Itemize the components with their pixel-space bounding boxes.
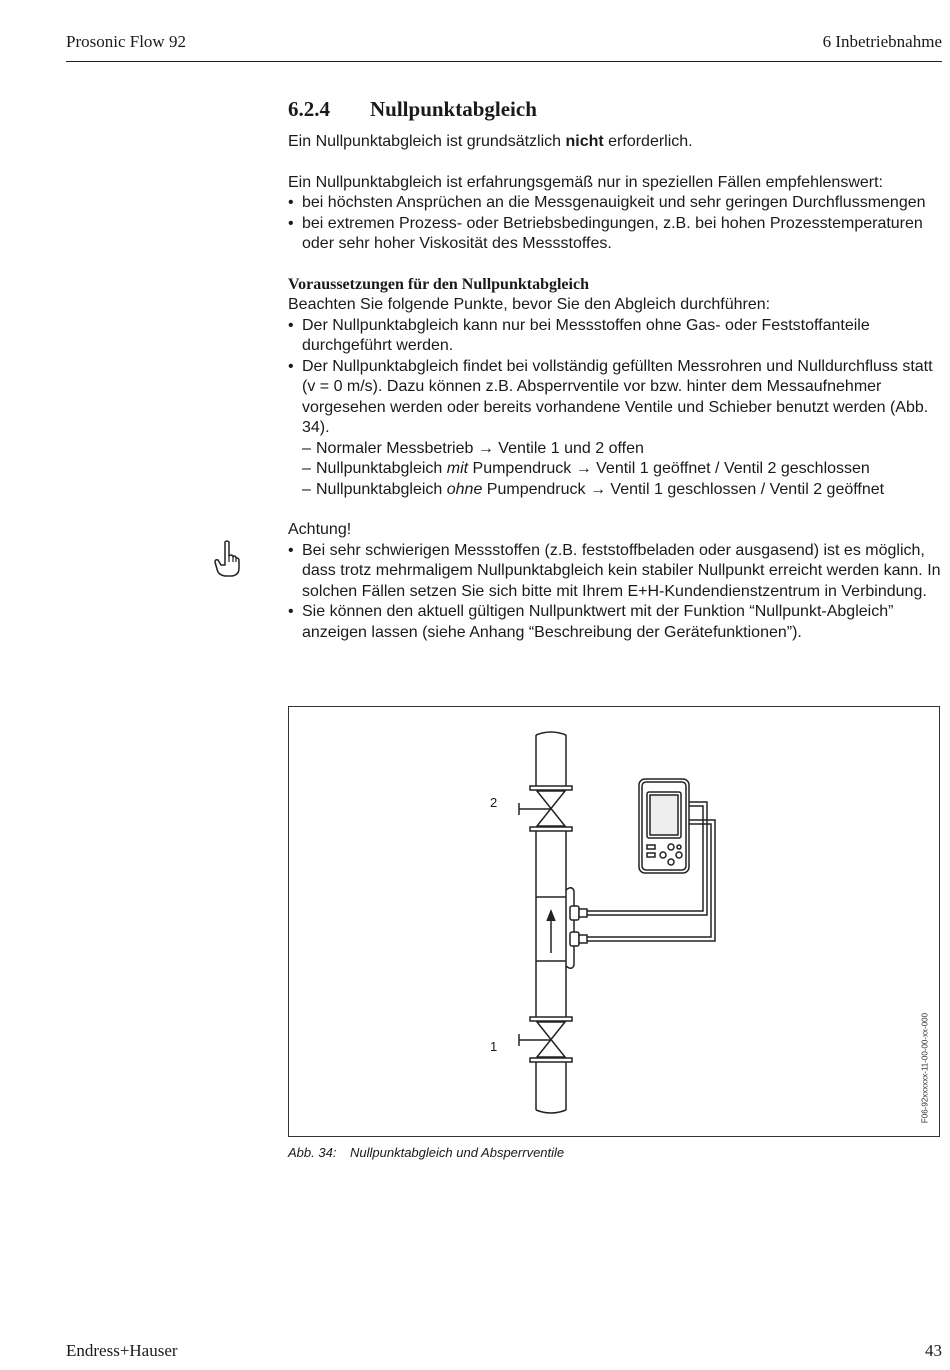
note-item: • Bei sehr schwierigen Messstoffen (z.B. feststoffbeladen oder ausgasend) ist es möglich, dass trotz mehrmaligem Nullpunktabgleich kein stabiler Nullpunkt erreicht werden kann. In solchen Fällen setzen Sie sich bitte mit Ihrem E+H-Kundendienstzentrum in Verbindung. — [288, 541, 943, 603]
subitem-emphasis: ohne — [446, 480, 483, 498]
running-header-product: Prosonic Flow 92 — [66, 32, 186, 51]
prereq-subitem: – Nullpunktabgleich ohne Pumpendruck → Ventil 1 geschlossen / Ventil 2 geöffnet — [302, 480, 885, 498]
running-header-chapter: 6 Inbetriebnahme — [822, 32, 942, 51]
note-title: Achtung! — [288, 521, 352, 538]
subitem-emphasis: mit — [446, 460, 469, 477]
figure-code: F06-92xxxxxx-11-00-00-xx-000 — [920, 1012, 930, 1124]
valve-label-bottom: 1 — [490, 1039, 498, 1054]
section-number: 6.2.4 — [288, 97, 330, 121]
subitem-text: Nullpunktabgleich — [316, 480, 447, 498]
subitem-text: Pumpendruck → Ventil 1 geöffnet / Ventil 2 geschlossen — [468, 460, 870, 477]
prereq-subitem: – Nullpunktabgleich mit Pumpendruck → Ventil 1 geöffnet / Ventil 2 geschlossen — [302, 460, 870, 477]
section-title: Nullpunktabgleich — [370, 97, 537, 121]
recommend-item: • bei extremen Prozess- oder Betriebsbedingungen, z.B. bei hohen Prozesstemperaturen oder sehr hoher Viskosität des Messstoffes. — [288, 214, 943, 255]
recommend-item: • bei höchsten Ansprüchen an die Messgenauigkeit und sehr geringen Durchflussmengen — [288, 193, 943, 214]
header-rule — [66, 61, 942, 62]
intro-emphasis: nicht — [565, 133, 604, 150]
recommend-lead: Ein Nullpunktabgleich ist erfahrungsgemäß nur in speziellen Fällen empfehlenswert: — [288, 173, 883, 191]
caption-number: Abb. 34: — [288, 1145, 337, 1160]
intro-text-end: erforderlich. — [603, 133, 693, 150]
footer-brand: Endress+Hauser — [66, 1341, 178, 1360]
pointing-hand-icon — [214, 540, 240, 578]
note-item: • Sie können den aktuell gültigen Nullpunktwert mit der Funktion “Nullpunkt-Abgleich” anzeigen lassen (siehe Anhang “Beschreibung der Gerätefunktionen”). — [288, 602, 943, 643]
subitem-text: Nullpunktabgleich — [316, 460, 447, 477]
prereq-subitem: – Normaler Messbetrieb → Ventile 1 und 2 offen — [302, 439, 644, 457]
prereq-item: • Der Nullpunktabgleich findet bei vollständig gefüllten Messrohren und Nulldurchfluss statt (v = 0 m/s). Dazu können z.B. Absperrventile vor bzw. hinter dem Messaufnehmer vorgesehen werden oder bereits vorhandene Ventile und Schieber benutzt werden (Abb. 34). — [288, 357, 943, 439]
valve-label-top: 2 — [490, 795, 498, 810]
subitem-text: Normaler Messbetrieb → Ventile 1 und 2 offen — [316, 439, 644, 457]
intro-text: Ein Nullpunktabgleich ist grundsätzlich — [288, 133, 566, 150]
subitem-text: Pumpendruck → Ventil 1 geschlossen / Ventil 2 geöffnet — [482, 480, 885, 498]
figure-caption — [288, 1145, 564, 1160]
valve-diagram — [289, 707, 941, 1138]
page-number: 43 — [925, 1341, 942, 1360]
prereq-heading: Voraussetzungen für den Nullpunktabgleich — [288, 275, 589, 293]
prereq-item: • Der Nullpunktabgleich kann nur bei Messstoffen ohne Gas- oder Feststoffanteile durchgeführt werden. — [288, 316, 943, 357]
intro-paragraph — [288, 132, 943, 153]
section-heading — [288, 96, 943, 122]
main-content — [288, 96, 943, 643]
prereq-lead: Beachten Sie folgende Punkte, bevor Sie den Abgleich durchführen: — [288, 296, 771, 313]
figure-frame — [288, 706, 940, 1137]
caption-text: Nullpunktabgleich und Absperrventile — [350, 1145, 565, 1160]
